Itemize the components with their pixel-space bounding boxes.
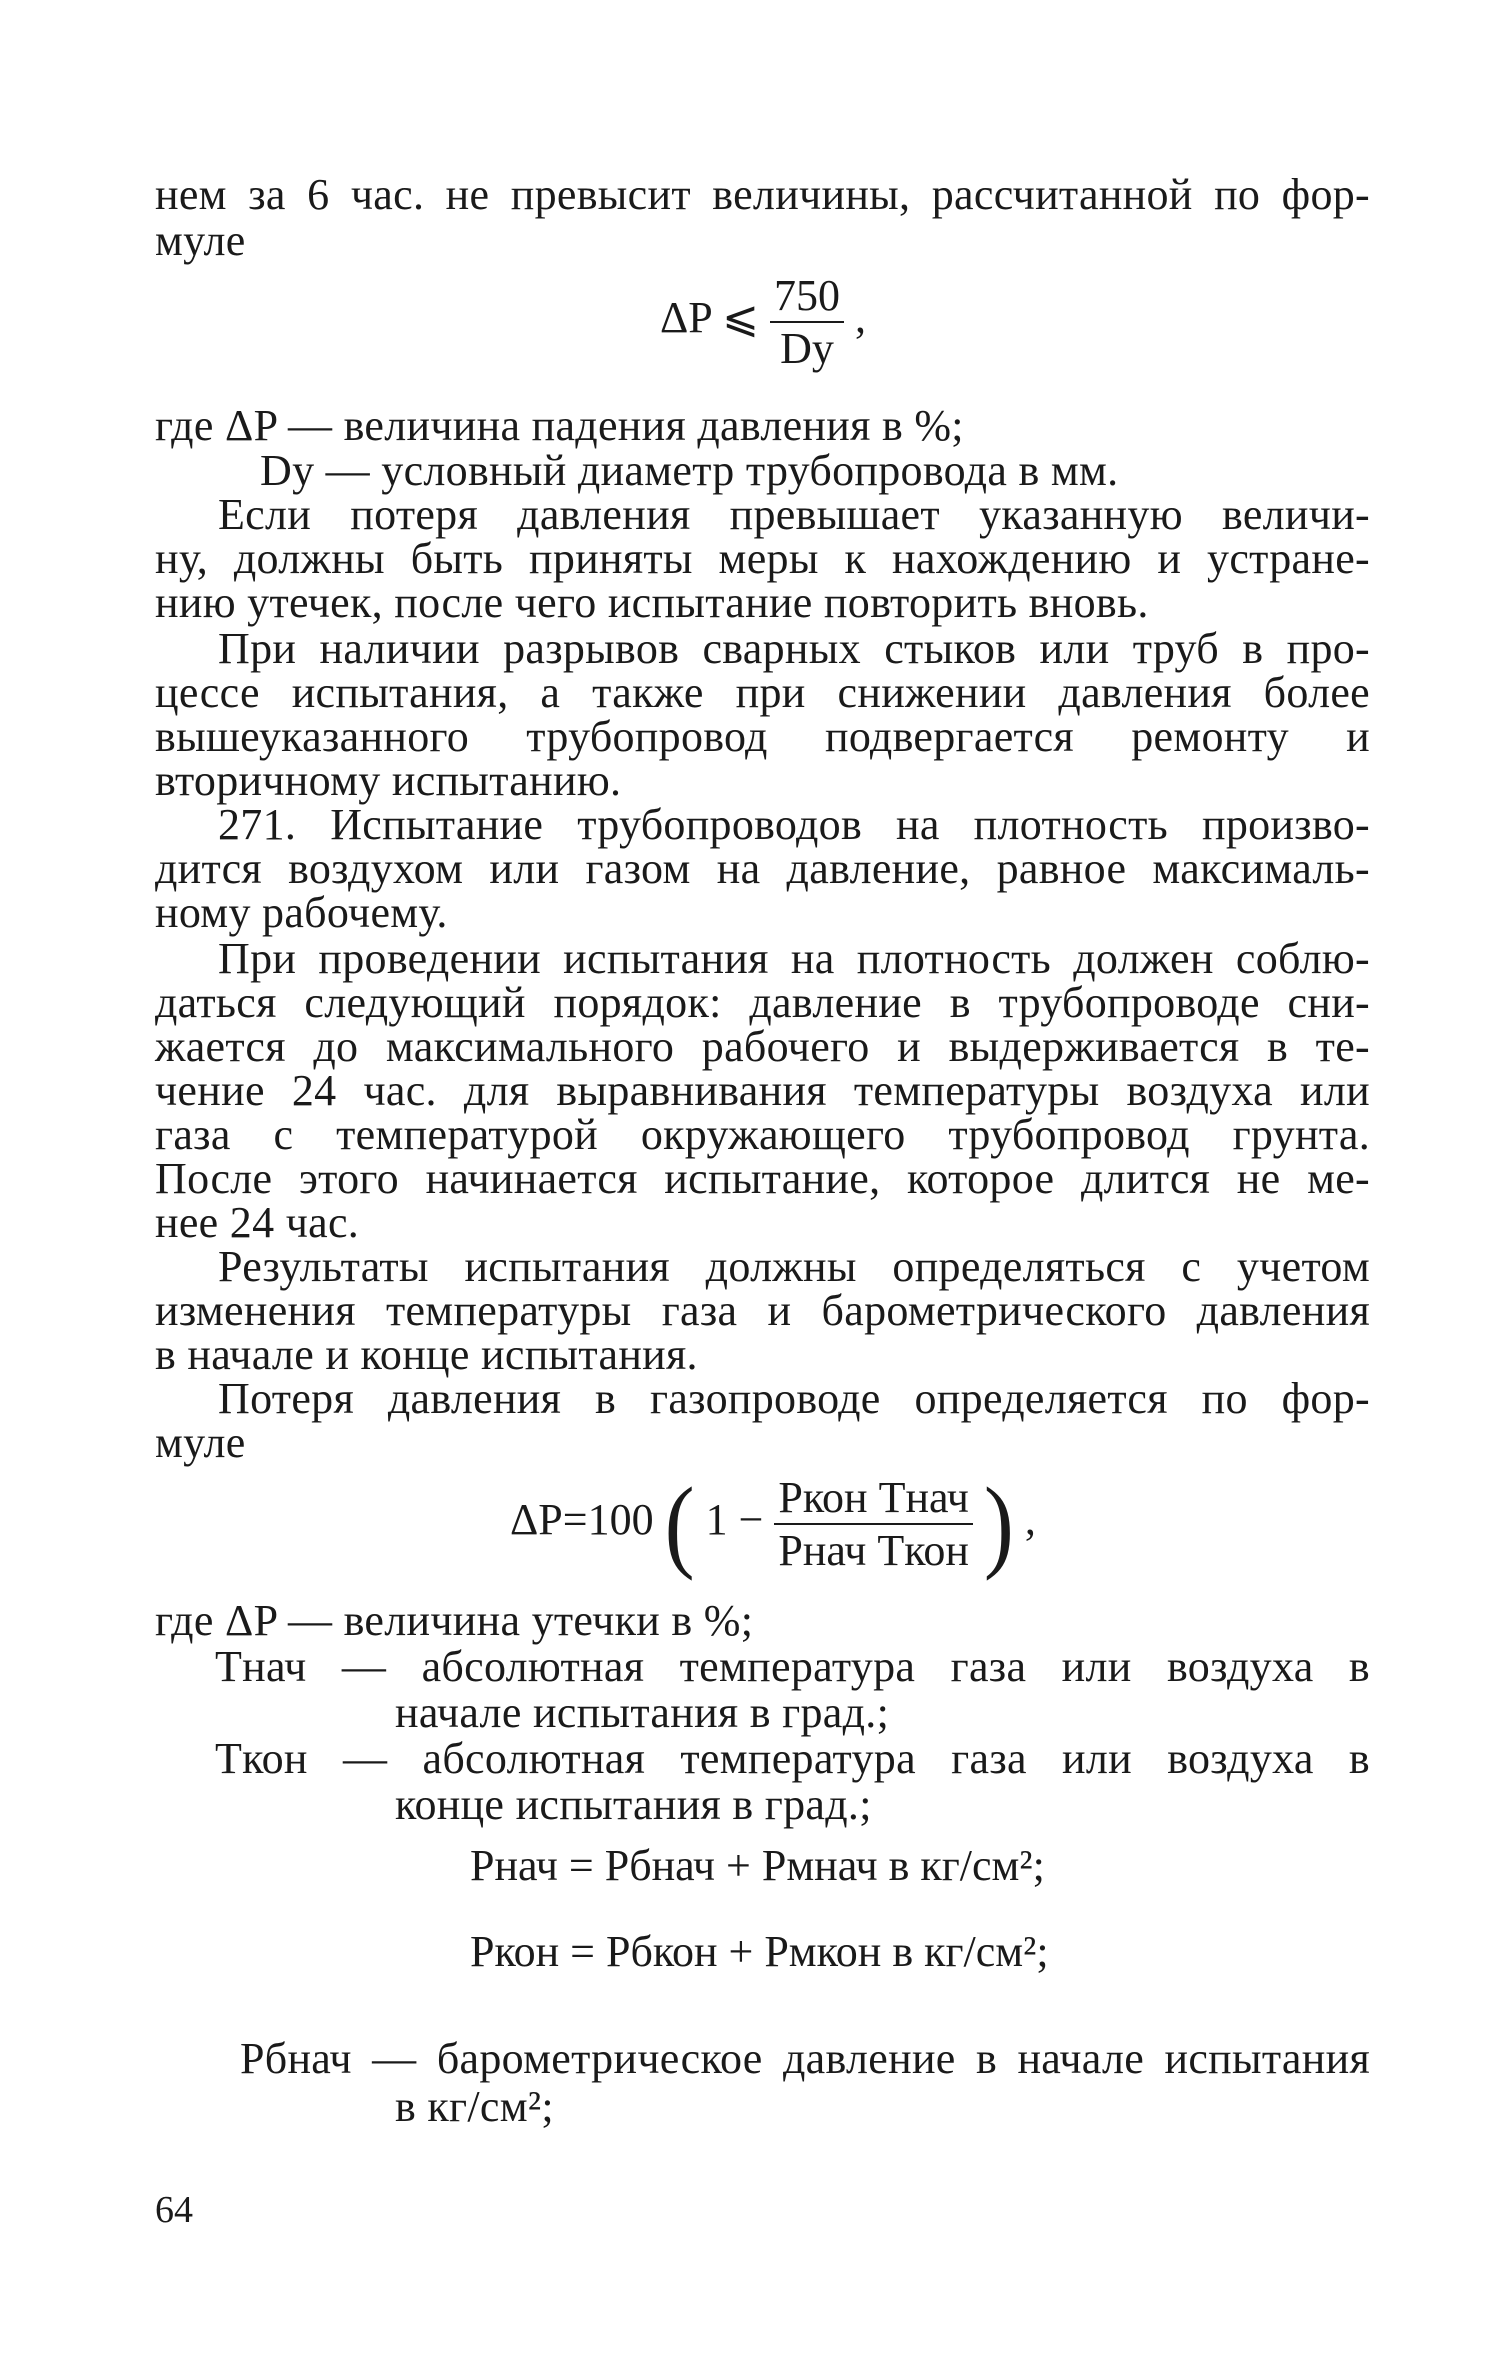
definition-line: где ΔP — величина падения давления в %; [155, 401, 964, 450]
formula-leak [510, 1467, 1036, 1581]
definition-line: конце испытания в град.; [395, 1780, 872, 1829]
text-line: нее 24 час. [155, 1198, 360, 1247]
text-line: чение 24 час. для выравнивания температуры воздуха или [155, 1066, 1370, 1115]
text-line: цессе испытания, а также при снижении давления более [155, 668, 1370, 717]
page-number: 64 [155, 2189, 193, 2231]
fraction-numerator: 750 [770, 270, 844, 323]
text-line: Если потеря давления превышает указанную величи- [218, 490, 1370, 539]
text-line: газа с температурой окружающего трубопровод грунта. [155, 1110, 1370, 1159]
text-line: вторичному испытанию. [155, 756, 622, 805]
text-line: Потеря давления в газопроводе определяется по фор- [218, 1374, 1370, 1423]
fraction-denominator: Dу [780, 324, 834, 373]
text-line: вышеуказанного трубопровод подвергается ремонту и [155, 712, 1370, 761]
text-line: даться следующий порядок: давление в трубопроводе сни- [155, 978, 1370, 1027]
text-line: жается до максимального рабочего и выдерживается в те- [155, 1022, 1370, 1071]
text-line: При наличии разрывов сварных стыков или труб в про- [218, 624, 1370, 673]
text-line: 271. Испытание трубопроводов на плотность произво- [218, 800, 1370, 849]
fraction [774, 1472, 972, 1576]
formula-delta-p-limit [660, 270, 866, 374]
fraction-numerator: Pкон Tнач [774, 1472, 972, 1525]
formula-one-minus: 1 − [705, 1495, 764, 1545]
definition-line: Tкон — абсолютная температура газа или воздуха в [215, 1734, 1370, 1783]
text-line: После этого начинается испытание, которое длится не ме- [155, 1154, 1370, 1203]
definition-line: Dу — условный диаметр трубопровода в мм. [260, 446, 1119, 495]
text-line: ному рабочему. [155, 888, 448, 937]
text-line: При проведении испытания на плотность должен соблю- [218, 934, 1370, 983]
definition-line: Tнач — абсолютная температура газа или воздуха в [215, 1642, 1370, 1691]
paren-close: ) [983, 1467, 1014, 1581]
paren-open: ( [664, 1467, 695, 1581]
text-line: дится воздухом или газом на давление, равное максималь- [155, 844, 1370, 893]
definition-line: Pбнач — барометрическое давление в начале испытания [240, 2034, 1370, 2083]
text-line: изменения температуры газа и барометрического давления [155, 1286, 1370, 1335]
definition-line: в кг/см²; [395, 2082, 554, 2131]
definition-line: начале испытания в град.; [395, 1688, 890, 1737]
formula-p-start: Pнач = Pбнач + Pмнач в кг/см²; [470, 1841, 1045, 1890]
text-line: ну, должны быть приняты меры к нахождению и устране- [155, 534, 1370, 583]
text-line: муле [155, 1418, 246, 1467]
text-line: нию утечек, после чего испытание повторить вновь. [155, 578, 1149, 627]
formula-lhs: ΔP ⩽ [660, 293, 759, 343]
text-line: нем за 6 час. не превысит величины, рассчитанной по фор- [155, 170, 1370, 219]
formula-tail: , [855, 293, 866, 343]
formula-tail: , [1024, 1495, 1036, 1545]
text-line: в начале и конце испытания. [155, 1330, 698, 1379]
fraction [770, 270, 844, 374]
text-line: муле [155, 216, 246, 265]
fraction-denominator: Pнач Tкон [778, 1526, 969, 1575]
text-line: Результаты испытания должны определяться с учетом [218, 1242, 1370, 1291]
formula-p-end: Pкон = Pбкон + Pмкон в кг/см²; [470, 1927, 1049, 1976]
formula-lhs: ΔP=100 [510, 1495, 654, 1545]
definition-line: где ΔP — величина утечки в %; [155, 1596, 754, 1645]
